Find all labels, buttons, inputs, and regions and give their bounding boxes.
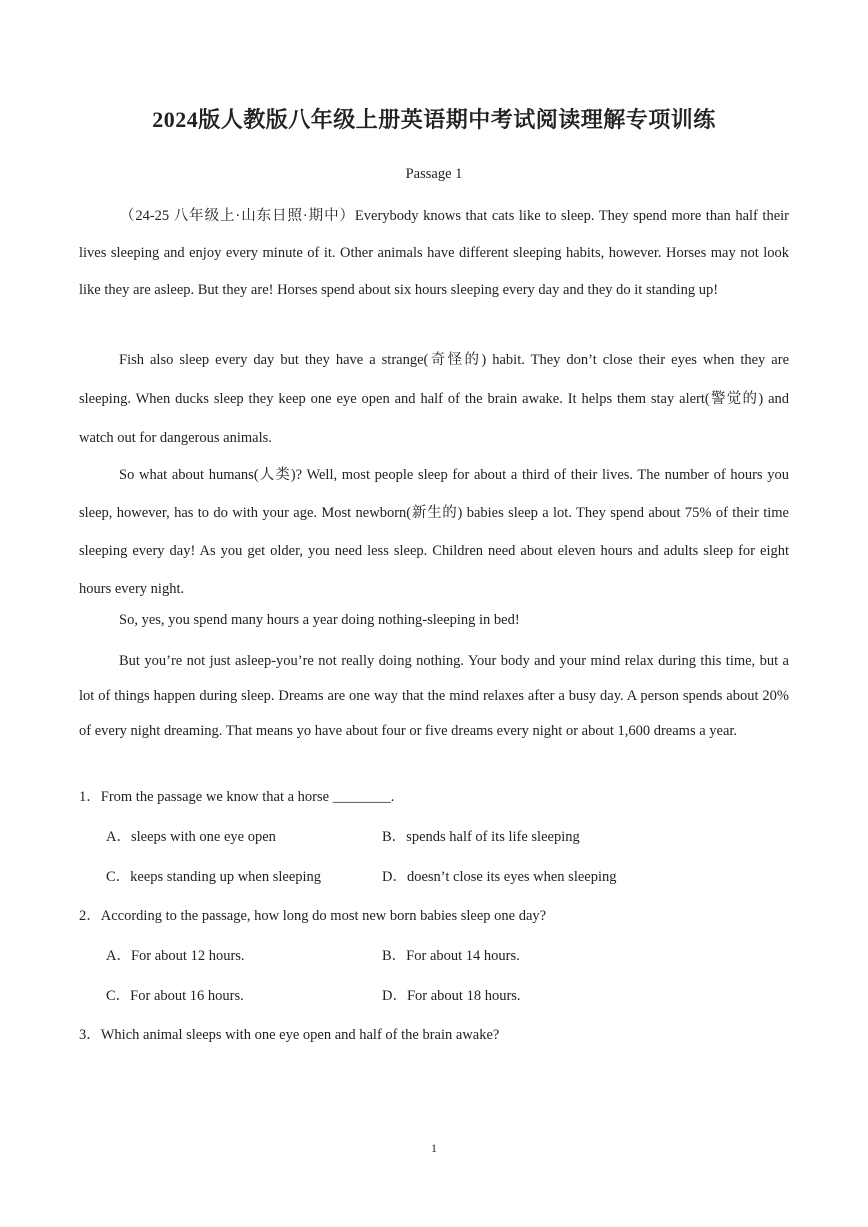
document-title: 2024版人教版八年级上册英语期中考试阅读理解专项训练 [152, 107, 716, 132]
paragraph-text: （24-25 八年级上·山东日照·期中）Everybody knows that cats like to sleep. They spend more than half their lives sleeping and enjoy every minute of it. Other animals have different sleeping habits, however. Horses may not look like they are asleep. But they are! Horses spend about six hours sleeping every day and they do it standing up! [79, 208, 789, 298]
passage-paragraph-3 [79, 456, 789, 608]
passage-paragraph-1 [79, 198, 789, 309]
question-2-option-a[interactable]: A．For about 12 hours. [106, 948, 245, 964]
page-number: 1 [431, 1141, 437, 1155]
question-3: 3．Which animal sleeps with one eye open and half of the brain awake? [79, 1027, 500, 1043]
passage-label: Passage 1 [405, 166, 463, 182]
question-1-option-b[interactable]: B．spends half of its life sleeping [382, 829, 580, 845]
passage-paragraph-5 [79, 644, 789, 749]
passage-paragraph-4 [79, 609, 789, 631]
question-1-option-a[interactable]: A．sleeps with one eye open [106, 829, 276, 845]
question-2-option-c[interactable]: C．For about 16 hours. [106, 988, 244, 1004]
paragraph-text: But you’re not just asleep-you’re not really doing nothing. Your body and your mind relax during this time, but a lot of things happen during sleep. Dreams are one way that the mind relaxes after a busy day. A person spends about 20% of every night dreaming. That means yo have about four or five dreams every night or about 1,600 dreams a year. [79, 653, 789, 739]
paragraph-text: Fish also sleep every day but they have a strange(奇怪的) habit. They don’t close their eyes when they are sleeping. When ducks sleep they keep one eye open and half of the brain awake. It helps them stay alert(警觉的) and watch out for dangerous animals. [79, 352, 789, 446]
question-1-option-c[interactable]: C．keeps standing up when sleeping [106, 869, 322, 885]
passage-paragraph-2 [79, 341, 789, 458]
question-1: 1．From the passage we know that a horse ________. [79, 789, 395, 805]
question-2-option-b[interactable]: B．For about 14 hours. [382, 948, 520, 964]
paragraph-text: So, yes, you spend many hours a year doing nothing-sleeping in bed! [119, 612, 520, 628]
paragraph-text: So what about humans(人类)? Well, most people sleep for about a third of their lives. The number of hours you sleep, however, has to do with your age. Most newborn(新生的) babies sleep a lot. They spend about 75% of their time sleeping every day! As you get older, you need less sleep. Children need about eleven hours and adults sleep for eight hours every night. [79, 467, 789, 597]
question-2: 2．According to the passage, how long do most new born babies sleep one day? [79, 908, 547, 924]
question-2-option-d[interactable]: D．For about 18 hours. [382, 988, 521, 1004]
question-1-option-d[interactable]: D．doesn’t close its eyes when sleeping [382, 869, 617, 885]
